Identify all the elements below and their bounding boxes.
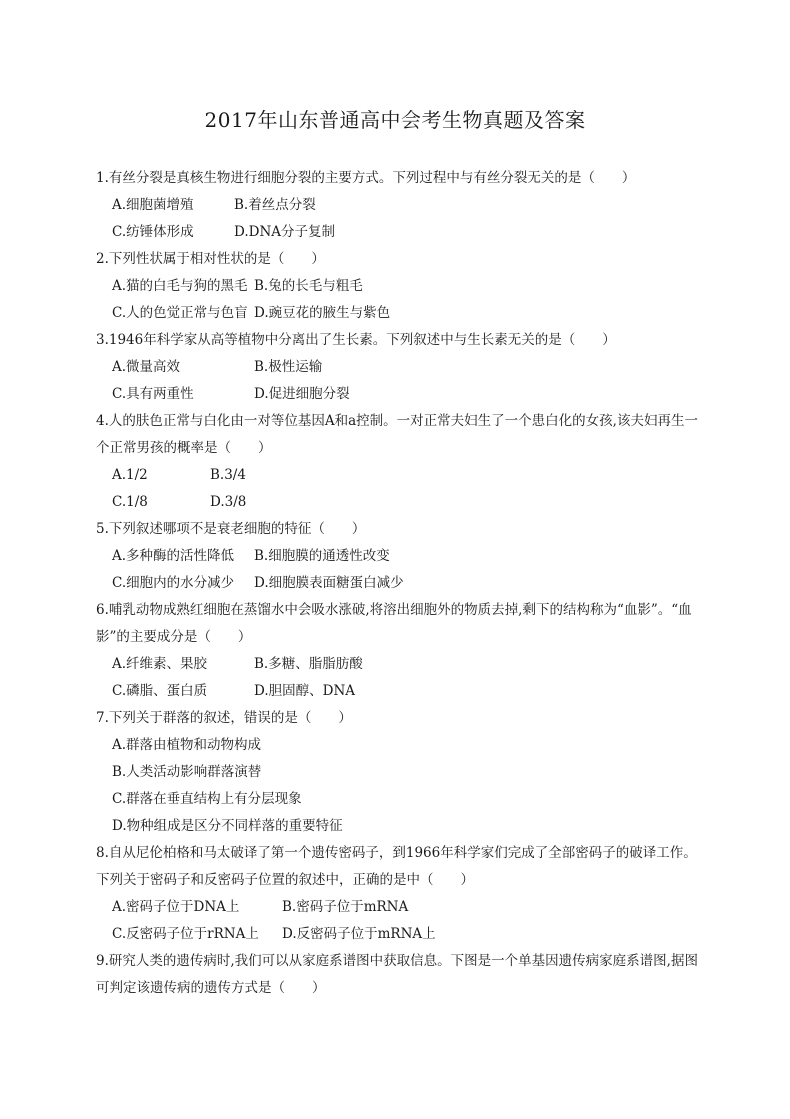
options	[96, 651, 706, 705]
question-list	[96, 165, 706, 1002]
option-d: D.细胞膜表面糖蛋白减少	[254, 575, 404, 591]
option-row	[112, 570, 706, 597]
question-1	[96, 165, 706, 246]
question-stem: 5.下列叙述哪项不是衰老细胞的特征（ ）	[96, 521, 366, 537]
options	[96, 354, 706, 408]
option-b: B.多糖、脂脂肪酸	[254, 656, 363, 672]
option-c: C.具有两重性	[112, 386, 194, 402]
option-d: D.3/8	[210, 494, 247, 510]
option-c: C.群落在垂直结构上有分层现象	[112, 791, 302, 807]
options	[96, 192, 706, 246]
question-stem: 3.1946年科学家从高等植物中分离出了生长素。下列叙述中与生长素无关的是（ ）	[96, 332, 616, 348]
option-d: D.物种组成是区分不同样落的重要特征	[112, 818, 343, 834]
question-stem: 8.自从尼伦柏格和马太破译了第一个遗传密码子，到1966年科学家们完成了全部密码子的破译工作。下列关于密码子和反密码子位置的叙述中，正确的是中（ ）	[96, 845, 697, 888]
option-row	[112, 192, 706, 219]
question-8	[96, 840, 706, 948]
option-row	[112, 219, 706, 246]
question-9	[96, 948, 706, 1002]
option-a: A.猫的白毛与狗的黑毛	[112, 278, 248, 294]
option-row	[112, 678, 706, 705]
question-7	[96, 705, 706, 840]
option-a: A.纤维素、果胶	[112, 656, 208, 672]
option-a: A.密码子位于DNA上	[112, 899, 240, 915]
option-b: B.着丝点分裂	[234, 197, 316, 213]
option-row	[112, 543, 706, 570]
question-5	[96, 516, 706, 597]
option-row	[112, 273, 706, 300]
option-row	[112, 462, 706, 489]
option-c: C.人的色觉正常与色盲	[112, 305, 248, 321]
option-row	[112, 489, 706, 516]
option-d: D.反密码子位于mRNA上	[282, 926, 436, 942]
option-d: D.DNA分子复制	[234, 224, 336, 240]
question-stem: 7.下列关于群落的叙述，错误的是（ ）	[96, 710, 352, 726]
question-stem: 9.研究人类的遗传病时,我们可以从家庭系谱图中获取信息。下图是一个单基因遗传病家庭系谱图,据图可判定该遗传病的遗传方式是（ ）	[96, 953, 698, 996]
option-c: C.细胞内的水分减少	[112, 575, 235, 591]
page-title: 2017年山东普通高中会考生物真题及答案	[204, 108, 586, 132]
question-stem: 6.哺乳动物成熟红细胞在蒸馏水中会吸水涨破,将溶出细胞外的物质去掉,剩下的结构称为“血影”。“血影”的主要成分是（ ）	[96, 602, 692, 645]
option-row	[112, 894, 706, 921]
question-3	[96, 327, 706, 408]
option-d: D.豌豆花的腋生与紫色	[254, 305, 391, 321]
question-stem: 1.有丝分裂是真核生物进行细胞分裂的主要方式。下列过程中与有丝分裂无关的是（ ）	[96, 170, 636, 186]
question-4	[96, 408, 706, 516]
option-row	[112, 651, 706, 678]
option-a: A.微量高效	[112, 359, 181, 375]
option-c: C.磷脂、蛋白质	[112, 683, 208, 699]
options	[96, 273, 706, 327]
option-b: B.3/4	[210, 467, 246, 483]
option-row	[112, 354, 706, 381]
options	[96, 543, 706, 597]
question-6	[96, 597, 706, 705]
options	[96, 462, 706, 516]
option-b: B.细胞膜的通透性改变	[254, 548, 390, 564]
option-d: D.促进细胞分裂	[254, 386, 350, 402]
option-b: B.密码子位于mRNA	[282, 899, 409, 915]
question-stem: 4.人的肤色正常与白化由一对等位基因A和a控制。一对正常夫妇生了一个患白化的女孩,该夫妇再生一个正常男孩的概率是（ ）	[96, 413, 698, 456]
option-d: D.胆固醇、DNA	[254, 683, 356, 699]
option-a: A.1/2	[112, 467, 148, 483]
option-a: A.多种酶的活性降低	[112, 548, 235, 564]
question-2	[96, 246, 706, 327]
question-stem: 2.下列性状属于相对性状的是（ ）	[96, 251, 325, 267]
option-c: C.反密码子位于rRNA上	[112, 926, 259, 942]
option-a: A.群落由植物和动物构成	[112, 737, 262, 753]
options	[96, 894, 706, 948]
option-b: B.兔的长毛与粗毛	[254, 278, 363, 294]
option-a: A.细胞菌增殖	[112, 197, 194, 213]
options	[96, 732, 706, 840]
option-c: C.纺锤体形成	[112, 224, 194, 240]
option-b: B.人类活动影响群落演替	[112, 764, 262, 780]
option-c: C.1/8	[112, 494, 148, 510]
option-row	[112, 381, 706, 408]
option-row	[112, 300, 706, 327]
option-row	[112, 921, 706, 948]
option-b: B.极性运输	[254, 359, 323, 375]
